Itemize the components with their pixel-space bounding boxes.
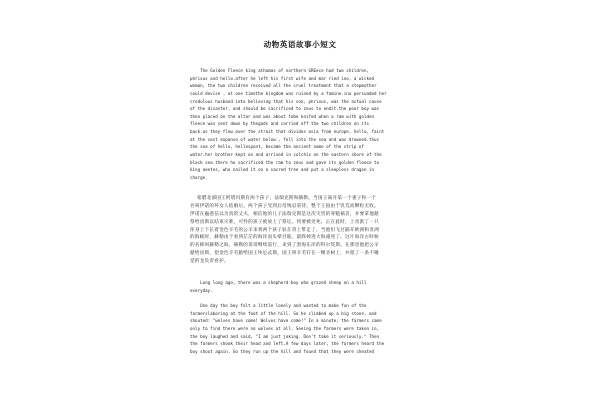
text-line: boy shout again. So they run up the hill and found that they were cheated xyxy=(190,348,375,354)
text-line: shouted: "wolves have come! Wolves have come!" In a minute, the farmers came xyxy=(190,318,382,324)
text-line: the farmers shook their head and left.A few days later, the farmers heard the xyxy=(190,341,385,347)
text-line: the sea of hello, hellespont, became the ancient name of the strip of xyxy=(190,144,364,150)
text-line: phrixus and hello.after he left his first wife and mar ried ino, a wicked xyxy=(190,75,375,81)
text-line: only to find there were no wolves at all. Seeing the farmers were taken in, xyxy=(190,325,380,331)
text-line: 献给宙斯，把金色羊毛献给国王埃厄忒斯，国王将羊毛钉在一棵圣树上，并派了一条不睡 xyxy=(190,251,379,257)
text-line: 祭给宙斯以结束灾难。可怜的孩子被放上了祭坛，将要被处死。正在此时，上帝派了一只 xyxy=(190,219,379,225)
text-line: 浑身上下长着金色羊毛的公羊来将两个孩子驮在背上带走了。当他们飞过隔开欧洲和亚洲 xyxy=(190,227,379,233)
text-line: Long long ago, there was a shepherd boy who grazed sheep on a hill xyxy=(190,280,367,285)
paragraph-shepherd-intro-en xyxy=(190,279,430,294)
paragraph-golden-fleece-zh xyxy=(190,195,430,266)
text-line: black sea.there he sacrificed the ram to zeus and gave its golden fleece to xyxy=(190,159,380,165)
text-line: charge. xyxy=(190,174,208,180)
text-line: at the vast expanse of water below , fell into the sea and was drowned.thus xyxy=(190,136,380,142)
paragraph-golden-fleece-en xyxy=(190,67,430,182)
text-line: credulous husband into believing that his son, phrixus, was the actual cause xyxy=(190,98,382,104)
document-title: 动物英语故事小短文 xyxy=(263,40,337,49)
text-line: then placed on the altar and was about tobe knifed when a ram with golden xyxy=(190,113,375,119)
text-line: back.as they flew over the strait that divides asia from europe, hello, faint xyxy=(190,129,385,135)
text-line: 伊诺在蛊惑信以为真的丈夫，相信他的儿子法瑞克斯是这次灾害的罪魁祸首，并要拿他献 xyxy=(190,211,379,217)
text-line: farmerslaboring at the foot of the hill. So he climbed up a big stone, and xyxy=(190,310,377,316)
text-line: of the disaster, and should be sacrificed to zeus to endit.the poor boy was xyxy=(190,106,380,112)
text-line: woman, the two children received all the cruel treatment that a stepmother xyxy=(190,83,377,89)
text-line: 希腊北部国王阿塔玛斯有两个孩子，法瑞克斯和赫勒。当国王离开第一个妻子和一个 xyxy=(190,196,377,201)
text-line: water.her brother kept on and arrived in colchis on the eastern shore of the xyxy=(190,152,382,158)
text-line: could devise . at one timethe kingdom was ruined by a famine.ino persuaded her xyxy=(190,90,387,96)
text-line: One day the boy felt a little lonely and wanted to make fun of the xyxy=(190,303,367,308)
text-line: everyday. xyxy=(190,287,213,293)
text-line: The Golden Fleece king athamas of northern GREece had two children, xyxy=(190,68,369,73)
text-line: king aeetes, who nailed it on a sacred tree and put a sleepless dragon in xyxy=(190,167,375,173)
text-line: 的名称叫赫勒之海，赫勒的哥哥继续前行，来到了黑海东岸的科尔契斯。在那里他把公羊 xyxy=(190,243,379,249)
text-line: 觉的龙负责看护。 xyxy=(190,259,229,265)
text-line: 的海峡时，赫勒由于看到茫茫的海洋而头晕目眩，最终掉进大海淹死了。这片海洋古时候 xyxy=(190,235,379,241)
text-line: 名叫伊诺的坏女人结婚后，两个孩子受到后母残忍虐待。整个王国由于饥荒而颗粒无收。 xyxy=(190,203,379,209)
text-line: fleece was sent down by thegods and carried off the two children on its xyxy=(190,121,369,127)
text-line: the boy laughed and said, "I am just joking. Don't take it seriously." Then xyxy=(190,333,380,339)
paragraph-shepherd-story-en xyxy=(190,302,430,355)
